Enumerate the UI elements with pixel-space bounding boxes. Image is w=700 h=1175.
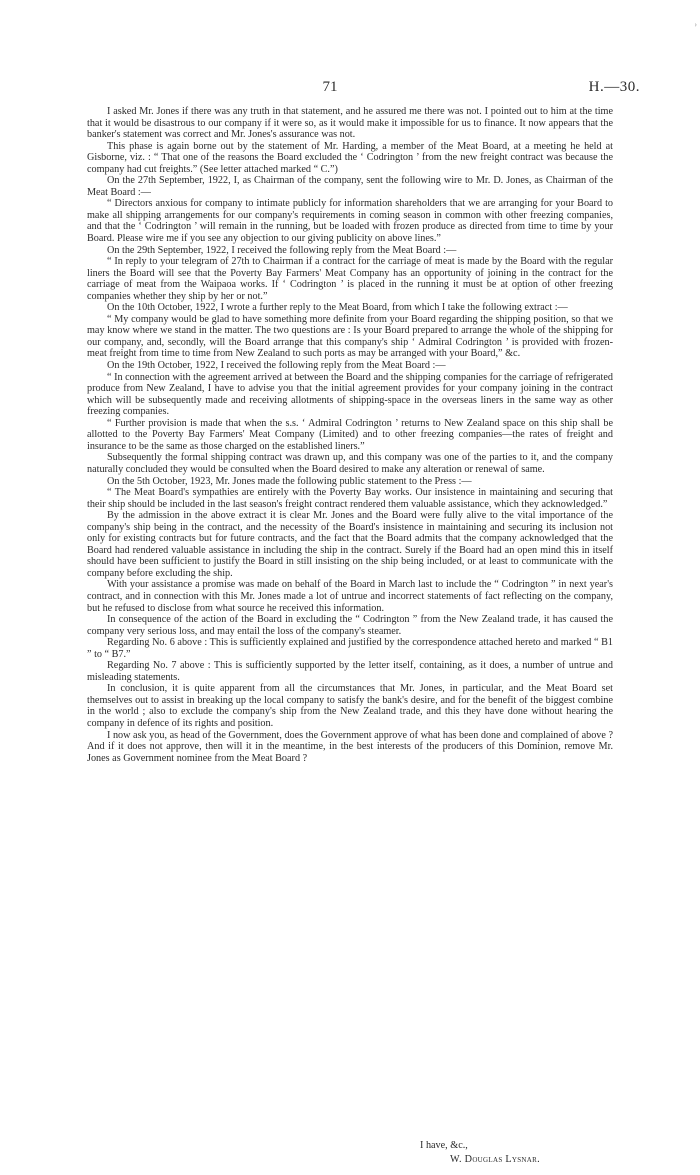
paragraph: By the admission in the above extract it is clear Mr. Jones and the Board were fully alive to the vital importance of the company's ship being in the contract, and the necessity of the Board's insistence in maintaining and securing its inclusion not only for existing contracts but for future contracts, and the fact that the Board admits that the company acknowledged that the Board had rendered valuable assistance in including the ship in the contract. Surely if the Board had an open mind this in itself should have been sufficient to justify the Board in still insisting on the ship being included, or at least to communicate with the company before excluding the ship. xyxy=(87,510,613,579)
body-text xyxy=(87,106,613,764)
quoted-press-statement: “ The Meat Board's sympathies are entirely with the Poverty Bay works. Our insistence in maintaining and securing that their ship should be included in the last season's freight contract rendered them valuable assistance, which they acknowledged.” xyxy=(87,487,613,510)
paragraph: This phase is again borne out by the statement of Mr. Harding, a member of the Meat Board, at a meeting he held at Gisborne, viz. : “ That one of the reasons the Board excluded the ‘ Codrington ’ from the new freight contract was because the company had cut freights.” (See letter attached marked “ C.”) xyxy=(87,140,613,175)
paragraph: I asked Mr. Jones if there was any truth in that statement, and he assured me there was not. I pointed out to him at the time that it would be disastrous to our company if it were so, as it would make it impossible for us to finance. It now appears that the banker's statement was correct and Mr. Jones's assurance was not. xyxy=(87,106,613,141)
paragraph: With your assistance a promise was made on behalf of the Board in March last to include the “ Codrington ” in next year's contract, and in connection with this Mr. Jones made a lot of untrue and incorrect statements of fact reflecting on the company, but he refused to disclose from what source he received this information. xyxy=(87,579,613,614)
signature: W. Douglas Lysnar. xyxy=(450,1154,540,1165)
paragraph: I now ask you, as head of the Government, does the Government approve of what has been done and complained of above ? And if it does not approve, then will it in the meantime, in the best interests of the producers of this Dominion, remove Mr. Jones as Government nominee from the Meat Board ? xyxy=(87,729,613,764)
letter-closing xyxy=(420,1139,540,1167)
paragraph: On the 5th October, 1923, Mr. Jones made the following public statement to the Press :— xyxy=(107,475,472,487)
paragraph: On the 27th September, 1922, I, as Chairman of the company, sent the following wire to Mr. D. Jones, as Chairman of the Meat Board :— xyxy=(87,175,613,198)
quoted-reply: “ In reply to your telegram of 27th to Chairman if a contract for the carriage of meat is made by the Board with the regular liners the Board will see that the Poverty Bay Farmers' Meat Company has an opportunity of joining in the contract for the carriage of meat from the Waipaoa works. If ‘ Codrington ’ is placed in the running it must be at option of other freezing companies whether they ship by her or not.” xyxy=(87,256,613,302)
paragraph: On the 29th September, 1922, I received the following reply from the Meat Board :— xyxy=(107,244,457,256)
quoted-reply: “ Further provision is made that when the s.s. ‘ Admiral Codrington ’ returns to New Zealand space on this ship shall be allotted to the Poverty Bay Farmers' Meat Company (Limited) and to other freezing companies—the rates of freight and insurance to be the same as those charged on the established liners.” xyxy=(87,417,613,452)
page-number: 71 xyxy=(322,79,338,95)
page-header xyxy=(0,79,700,99)
document-code: H.—30. xyxy=(588,79,640,95)
paragraph: In consequence of the action of the Board in excluding the “ Codrington ” from the New Zealand trade, it has caused the company very serious loss, and may entail the loss of the company's steamer. xyxy=(87,614,613,637)
salutation: I have, &c., xyxy=(420,1140,468,1151)
paragraph: In conclusion, it is quite apparent from all the circumstances that Mr. Jones, in particular, and the Meat Board set themselves out to assist in breaking up the local company to satisfy the bank's desire, and for the benefit of the biggest combine in the world ; also to exclude the company's ship from the New Zealand trade, and this they have done without hearing the company in defence of its rights and position. xyxy=(87,683,613,729)
paragraph: On the 10th October, 1922, I wrote a further reply to the Meat Board, from which I take the following extract :— xyxy=(107,302,568,314)
edge-mark: › xyxy=(694,20,697,29)
quoted-reply: “ In connection with the agreement arrived at between the Board and the shipping companies for the carriage of refrigerated produce from New Zealand, I have to advise you that the initial agreement provides for your company joining in the contract which will be subsequently made and receiving allotments of shipping-space in the overseas liners in the same way as other freezing companies. xyxy=(87,371,613,418)
paragraph: On the 19th October, 1922, I received the following reply from the Meat Board :— xyxy=(107,360,446,372)
paragraph: Regarding No. 6 above : This is sufficiently explained and justified by the correspondence attached hereto and marked “ B1 ” to “ B7.” xyxy=(87,637,613,660)
paragraph: Subsequently the formal shipping contract was drawn up, and this company was one of the parties to it, and the company naturally concluded they would be consulted when the Board desired to make any alteration or renewal of same. xyxy=(87,452,613,475)
paragraph: Regarding No. 7 above : This is sufficiently supported by the letter itself, containing, as it does, a number of untrue and misleading statements. xyxy=(87,660,613,683)
quoted-extract: “ My company would be glad to have something more definite from your Board regarding the shipping position, so that we may know where we stand in the matter. The two questions are : Is your Board prepared to arrange the whole of the shipping for our company, and, secondly, will the Board arrange that this company's ship ‘ Admiral Codrington ’ is provided with frozen-meat freight from time to time from New Zealand to such ports as may be arranged with your Board,” &c. xyxy=(87,313,613,360)
quoted-telegram: “ Directors anxious for company to intimate publicly for information shareholders that we are arranging for your Board to make all shipping arrangements for our company's requirements in coming season in common with other freezing companies, and that the ‘ Codrington ’ will remain in the running, but be loaded with frozen produce as directed from time to time by your Board. Please wire me if you see any objection to our giving publicity on above lines.” xyxy=(87,198,613,245)
